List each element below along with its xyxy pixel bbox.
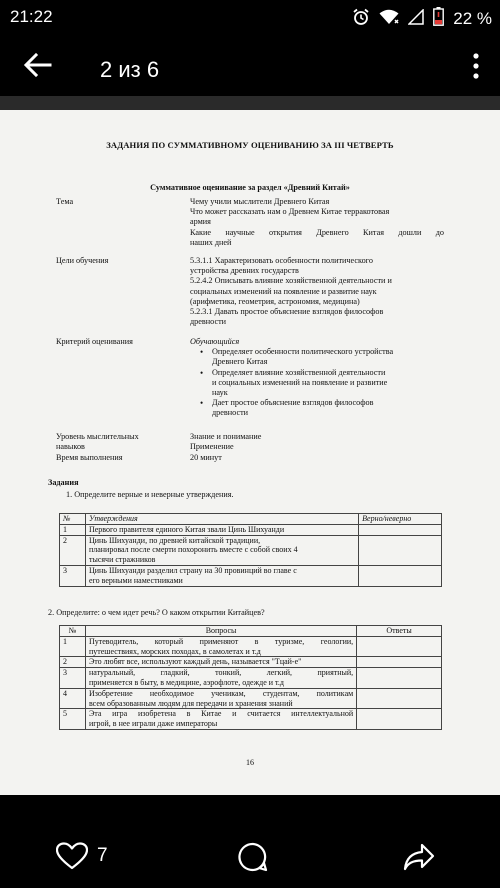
- criteria-text: [190, 337, 448, 419]
- col-header-answer: Верно/неверно: [359, 514, 442, 525]
- goal-line: (арифметика, геометрия, астрономия, медицина): [190, 296, 360, 306]
- status-bar: [0, 0, 500, 34]
- answer-cell[interactable]: [357, 636, 442, 657]
- wifi-icon: [379, 9, 399, 30]
- topic-label: Тема: [56, 197, 74, 206]
- criteria-line: • Дает простое объяснение взглядов философов: [212, 398, 374, 408]
- goal-line: социальных изменений на появление и развитие наук: [190, 286, 377, 296]
- level-value: Применение: [190, 442, 234, 452]
- statement-cell: [85, 535, 358, 565]
- criteria-line: • Определяет особенности политического устройства: [212, 347, 394, 357]
- col-header-number: №: [60, 514, 86, 525]
- question-line: всем образованным людям для передачи и хранения знаний: [88, 698, 293, 708]
- topic-line: наших дней: [190, 237, 232, 247]
- statement-line: тысячи стражников: [88, 555, 156, 565]
- document-page: [0, 110, 500, 795]
- table-row: [60, 535, 442, 565]
- level-label-line: навыков: [56, 442, 85, 452]
- goal-line: 5.2.4.2 Описывать влияние хозяйственной деятельности и: [190, 276, 392, 286]
- question-line: Это любят все, используют каждый день, называется "Тцай-е": [88, 657, 302, 667]
- answer-cell[interactable]: [357, 657, 442, 668]
- alarm-icon: [352, 8, 370, 31]
- battery-percent: 22 %: [453, 9, 492, 28]
- level-label: [56, 432, 139, 452]
- question-line: применяется в быту, в медицине, аэрофлоте, одежде и т.д: [88, 677, 284, 687]
- likes-count: 7: [97, 845, 108, 866]
- statement-line: Цинь Шихуанди, по древней китайской традиции,: [88, 535, 261, 545]
- level-values: [190, 432, 261, 452]
- table-row: [60, 524, 442, 535]
- col-header-questions: Вопросы: [85, 626, 356, 637]
- divider: [0, 96, 500, 110]
- statement-cell: [85, 565, 358, 586]
- question-line: Изобретение необходимое ученикам, студентам, политикам: [88, 688, 354, 698]
- document-subtitle: Суммативное оценивание за раздел «Древний Китай»: [150, 183, 350, 192]
- document-title: ЗАДАНИЯ ПО СУММАТИВНОМУ ОЦЕНИВАНИЮ ЗА III ЧЕТВЕРТЬ: [106, 140, 394, 150]
- bottom-action-bar: [0, 795, 500, 888]
- statement-line: планировал после смерти похоронить вместе с собой своих 4: [88, 545, 298, 555]
- status-icons: [352, 7, 492, 31]
- topic-line: армия: [190, 217, 211, 227]
- criteria-list: [198, 347, 448, 418]
- question-line: Эта игра изобретена в Китае и считается интеллектуальной: [88, 709, 354, 719]
- tasks-heading: Задания: [48, 478, 79, 487]
- page-counter: 2 из 6: [100, 57, 160, 82]
- row-number: 5: [60, 709, 86, 730]
- signal-icon: [408, 9, 424, 30]
- level-label-line: Уровень мыслительных: [56, 432, 139, 441]
- statement-line: Первого правителя единого Китая звали Цинь Шихуанди: [88, 524, 285, 534]
- col-header-answers: Ответы: [357, 626, 442, 637]
- heart-icon[interactable]: [56, 842, 88, 870]
- topic-text: [190, 197, 444, 248]
- question-cell: [85, 657, 356, 668]
- table-header-row: [60, 626, 442, 637]
- criteria-item: [198, 398, 448, 418]
- row-number: 1: [60, 524, 86, 535]
- table-row: [60, 565, 442, 586]
- row-number: 2: [60, 657, 86, 668]
- more-options-icon[interactable]: [470, 52, 482, 80]
- topic-line: Что может рассказать нам о Древнем Китае терракотовая: [190, 207, 390, 217]
- answer-cell[interactable]: [357, 709, 442, 730]
- criteria-line: древности: [212, 408, 249, 418]
- answer-cell[interactable]: [359, 535, 442, 565]
- criteria-subject: Обучающийся: [190, 337, 240, 346]
- battery-icon: [433, 7, 444, 31]
- col-header-statements: Утверждения: [85, 514, 358, 525]
- goal-line: древности: [190, 317, 227, 327]
- statement-line: Цинь Шихуанди разделил страну на 30 провинций во главе с: [88, 565, 297, 575]
- time-label: Время выполнения: [56, 453, 123, 462]
- table-row: [60, 688, 442, 709]
- question-line: натуральный, гладкий, тонкий, легкий, приятный,: [88, 668, 354, 678]
- status-time: 21:22: [10, 7, 53, 26]
- criteria-line: наук: [212, 388, 228, 398]
- criteria-item: [198, 347, 448, 367]
- goals-label: Цели обучения: [56, 256, 109, 265]
- topic-line: Какие научные открытия Древнего Китая дошли до: [190, 227, 444, 237]
- question-cell: [85, 636, 356, 657]
- task-2-text: 2. Определите: о чем идет речь? О каком открытии Китайцев?: [48, 608, 265, 617]
- table-header-row: [60, 514, 442, 525]
- back-arrow-icon[interactable]: [22, 49, 54, 81]
- table-row: [60, 636, 442, 657]
- row-number: 2: [60, 535, 86, 565]
- statement-line: его верными наместниками: [88, 575, 183, 585]
- criteria-line: Древнего Китая: [212, 357, 268, 367]
- col-header-number: №: [60, 626, 86, 637]
- questions-table: [59, 625, 442, 730]
- row-number: 3: [60, 668, 86, 689]
- level-value: Знание и понимание: [190, 432, 262, 441]
- table-row: [60, 668, 442, 689]
- question-line: игрой, в нее играли даже императоры: [88, 719, 218, 729]
- share-icon[interactable]: [403, 843, 435, 871]
- table-row: [60, 657, 442, 668]
- topic-line: Чему учили мыслители Древнего Китая: [190, 197, 330, 206]
- question-line: Путеводитель, который применяют в туризме, геологии,: [88, 636, 354, 646]
- answer-cell[interactable]: [359, 524, 442, 535]
- question-cell: [85, 688, 356, 709]
- goals-text: [190, 256, 448, 327]
- row-number: 3: [60, 565, 86, 586]
- row-number: 4: [60, 688, 86, 709]
- criteria-item: [198, 368, 448, 399]
- goal-line: 5.3.1.1 Характеризовать особенности политического: [190, 256, 373, 265]
- table-row: [60, 709, 442, 730]
- answer-cell[interactable]: [357, 668, 442, 689]
- question-cell: [85, 668, 356, 689]
- question-cell: [85, 709, 356, 730]
- question-line: путешествиях, морских походах, в самолетах и т.д: [88, 646, 261, 656]
- statements-table: [59, 513, 442, 587]
- time-value: 20 минут: [190, 453, 222, 462]
- goal-line: устройства древних государств: [190, 266, 299, 276]
- answer-cell[interactable]: [359, 565, 442, 586]
- goal-line: 5.2.3.1 Давать простое объяснение взглядов философов: [190, 307, 384, 317]
- criteria-label: Критерий оценивания: [56, 337, 133, 346]
- criteria-line: и социальных изменений на появление и развитие: [212, 377, 388, 387]
- task-1-text: 1. Определите верные и неверные утверждения.: [66, 490, 234, 499]
- comment-icon[interactable]: [238, 842, 268, 872]
- row-number: 1: [60, 636, 86, 657]
- statement-cell: [85, 524, 358, 535]
- criteria-line: • Определяет влияние хозяйственной деятельности: [212, 367, 386, 377]
- page-number: 16: [246, 758, 254, 767]
- answer-cell[interactable]: [357, 688, 442, 709]
- app-bar: [0, 34, 500, 96]
